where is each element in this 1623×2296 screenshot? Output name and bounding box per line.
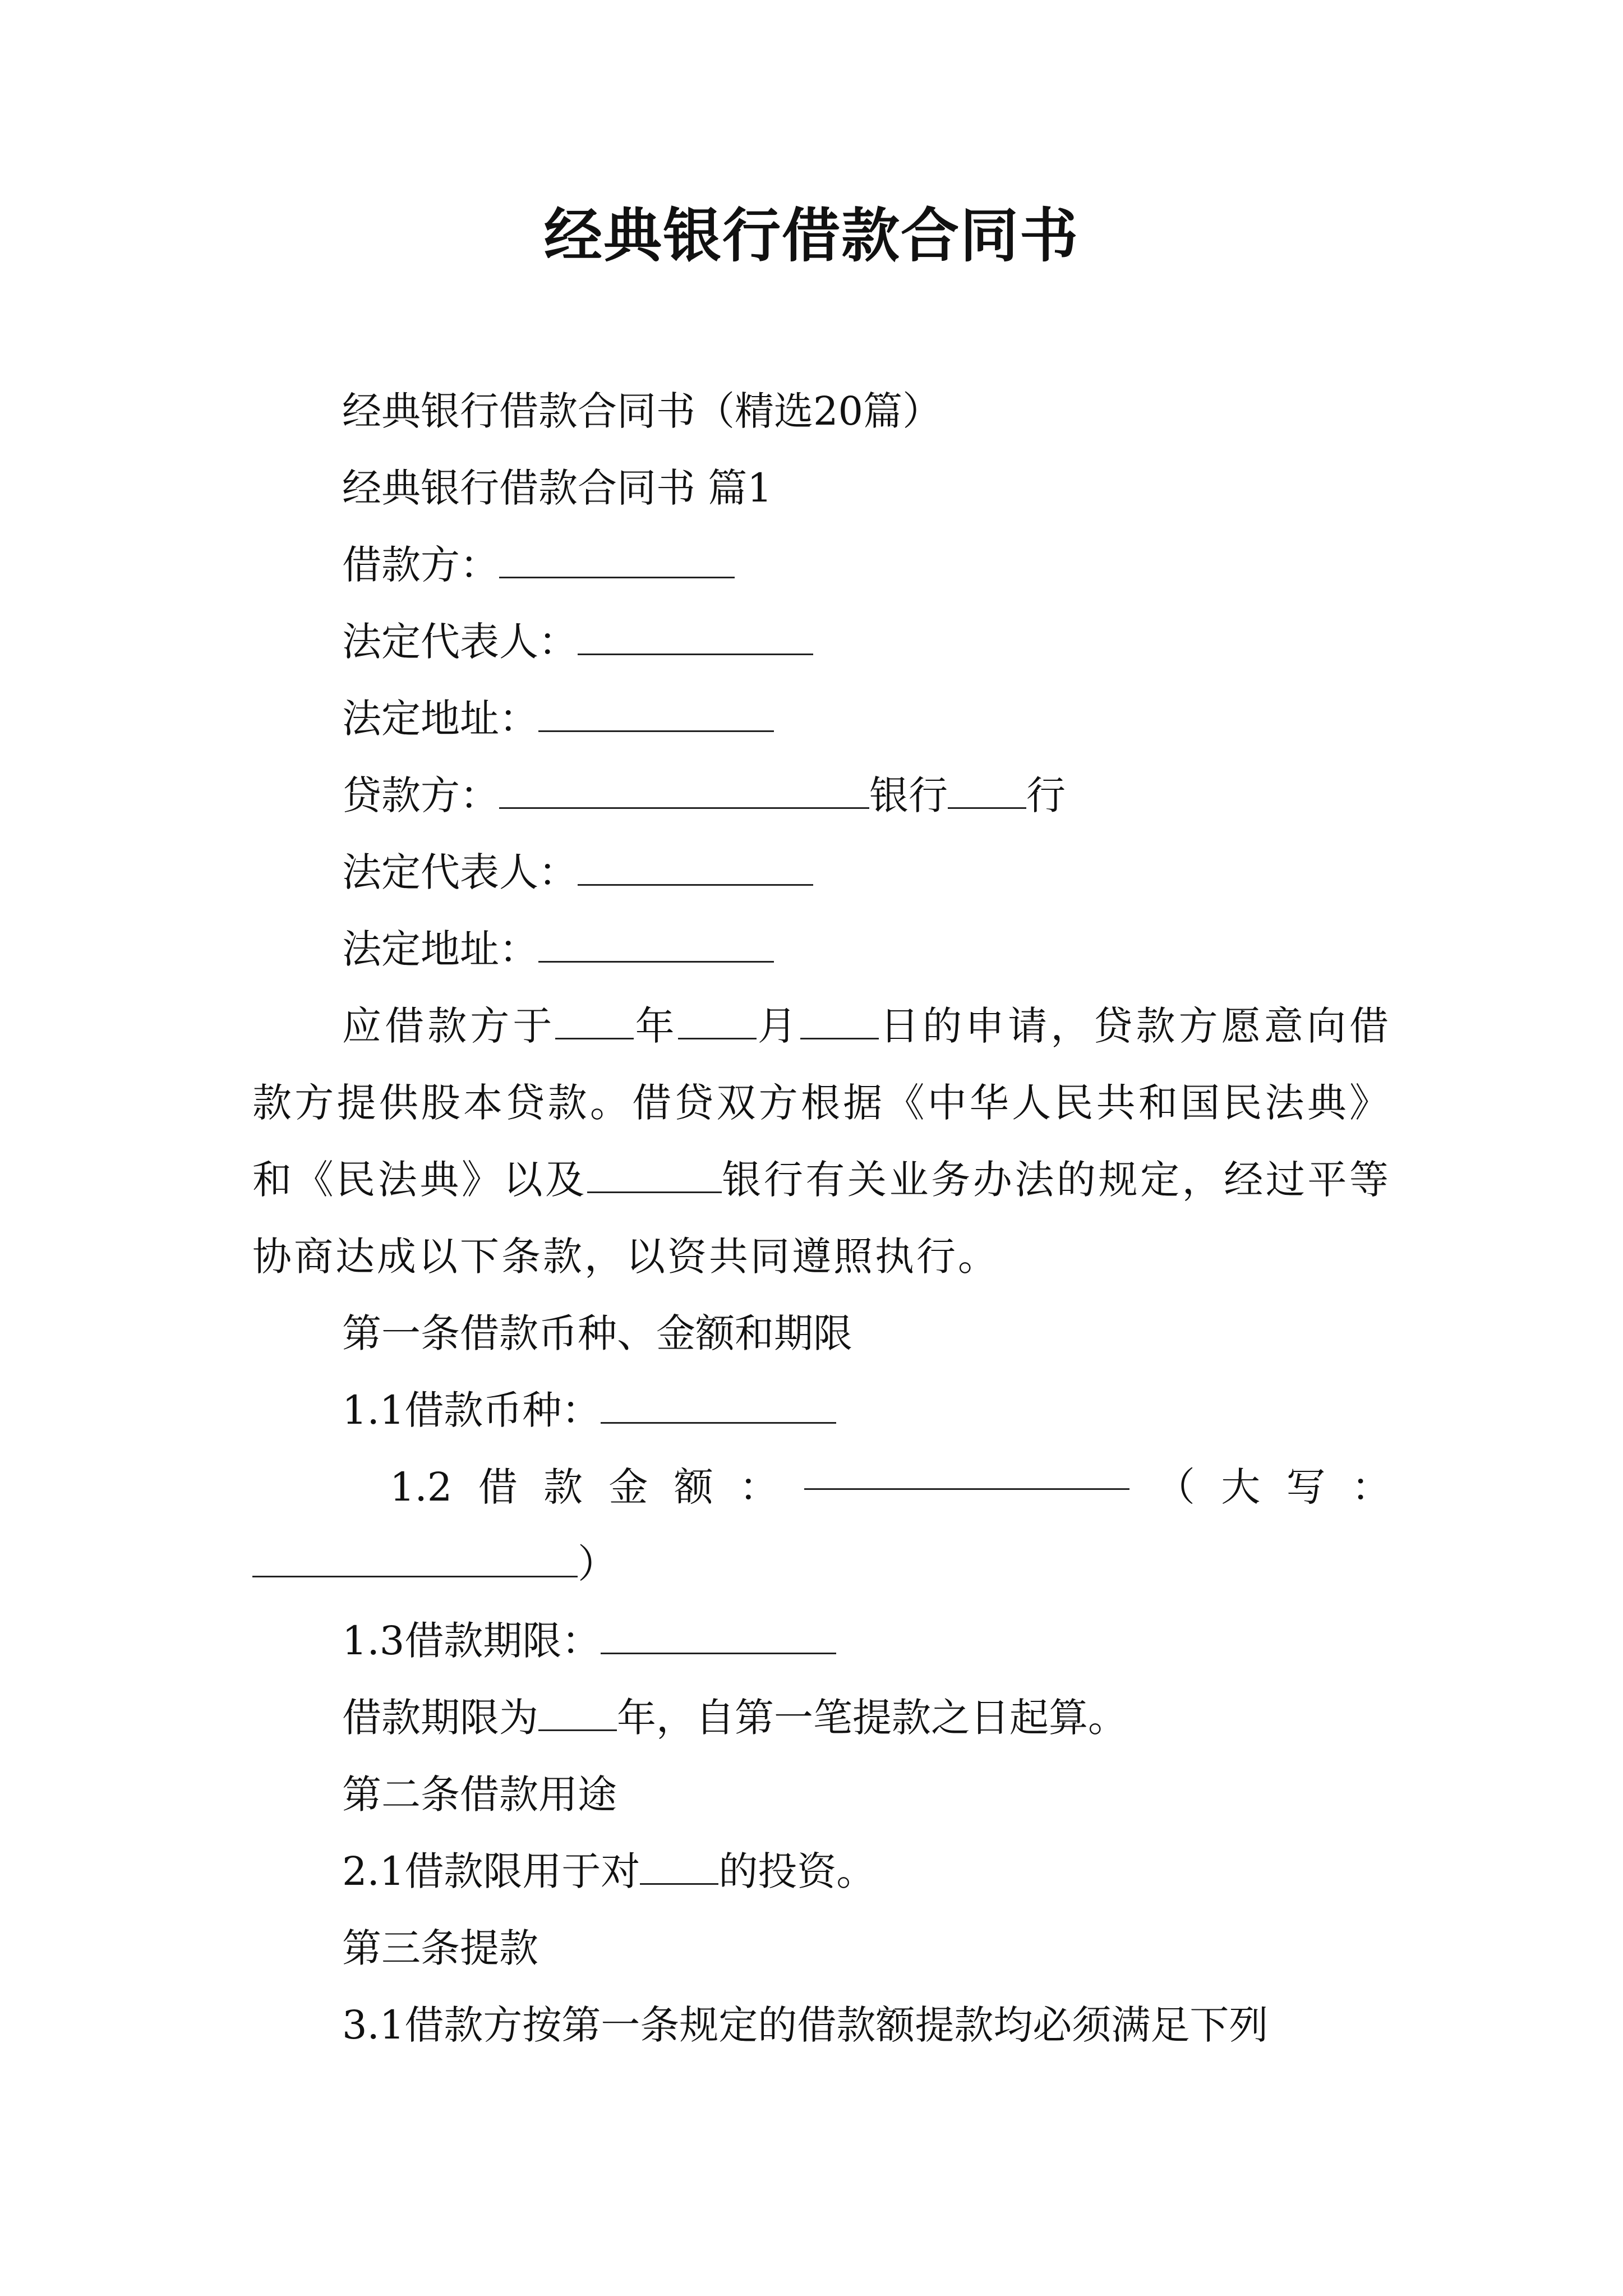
article2-title: 第二条借款用途 [342, 1772, 617, 1818]
item-1-2 [252, 1449, 1391, 1526]
item-1-2-num: 1.2 [390, 1464, 453, 1510]
term-text-1: 借款期限为 [342, 1695, 538, 1741]
intro-paragraph [252, 988, 1391, 1295]
intro-part3: 银行有关业务办法的规定，经过平等协商达成以下条款，以资共同遵照执行。 [252, 1157, 1391, 1280]
document-body [252, 373, 1391, 2064]
lender-branch: 行 [1026, 772, 1066, 818]
legal-rep-label: 法定代表人： [342, 619, 578, 665]
item-2-1 [252, 1833, 1391, 1910]
term-text-2: 年，自第一笔提款之日起算。 [617, 1695, 1127, 1741]
document-title: 经典银行借款合同书 [543, 201, 1079, 270]
item-1-3-label: 1.3借款期限： [342, 1618, 601, 1664]
item-3-1: 3.1借款方按第一条规定的借款额提款均必须满足下列 [342, 2002, 1269, 2048]
item-1-3 [252, 1603, 1391, 1680]
item-1-2-cont [252, 1526, 1391, 1603]
legal-address-line [252, 680, 1391, 757]
intro-part2: 日的申请，贷款方愿意向借款方提供股本贷款。借贷双方根据《中华人民共和国民法典》和《民法典》以及 [252, 1003, 1391, 1203]
legal-rep-blank-2 [578, 845, 813, 886]
legal-rep-label-2: 法定代表人： [342, 849, 578, 895]
item-1-2-c1: 借 [478, 1464, 518, 1510]
month-blank [678, 999, 757, 1039]
legal-address-line-2 [252, 911, 1391, 988]
year-blank [555, 999, 634, 1039]
legal-address-blank-2 [538, 922, 774, 963]
legal-rep-line-2 [252, 834, 1391, 911]
term-blank [601, 1613, 836, 1654]
borrower-blank [499, 537, 735, 578]
lender-line [252, 757, 1391, 834]
purpose-blank [640, 1844, 718, 1885]
legal-rep-line [252, 604, 1391, 680]
article3-title: 第三条提款 [342, 1925, 538, 1971]
item-1-2-d2: 写 [1286, 1464, 1326, 1510]
item-1-2-c4: 额 [674, 1464, 713, 1510]
intro-part1: 应借款方于 [342, 1003, 556, 1049]
item-1-2-paren-close: ） [578, 1541, 617, 1587]
lender-branch-blank [948, 768, 1026, 809]
intro-month: 月 [756, 1003, 800, 1049]
lender-label: 贷款方： [342, 772, 499, 818]
item-1-2-paren-open: （ [1155, 1464, 1195, 1510]
article1-title: 第一条借款币种、金额和期限 [342, 1310, 852, 1356]
bank-blank [587, 1152, 722, 1193]
subtitle: 经典银行借款合同书（精选20篇） [342, 388, 942, 434]
item-2-1-a: 2.1借款限用于对 [342, 1848, 640, 1894]
lender-blank [499, 768, 869, 809]
currency-blank [601, 1383, 836, 1424]
item-1-1 [252, 1372, 1391, 1449]
item-1-2-colon2: ： [1351, 1464, 1391, 1510]
term-line [252, 1680, 1391, 1756]
legal-rep-blank [578, 614, 813, 655]
day-blank [800, 999, 879, 1039]
item-1-2-c2: 款 [543, 1464, 583, 1510]
amount-upper-blank [252, 1536, 578, 1577]
lender-bank: 银行 [869, 772, 948, 818]
item-1-1-label: 1.1借款币种： [342, 1387, 601, 1433]
item-1-2-d1: 大 [1221, 1464, 1261, 1510]
borrower-label: 借款方： [342, 542, 499, 588]
term-years-blank [538, 1690, 617, 1731]
intro-year: 年 [634, 1003, 678, 1049]
item-2-1-b: 的投资。 [718, 1848, 876, 1894]
legal-address-label-2: 法定地址： [342, 926, 538, 972]
amount-blank [804, 1449, 1129, 1490]
legal-address-blank [538, 691, 774, 732]
borrower-line [252, 527, 1391, 604]
item-1-2-colon: ： [739, 1464, 779, 1510]
item-1-2-c3: 金 [608, 1464, 648, 1510]
legal-address-label: 法定地址： [342, 696, 538, 742]
article-heading: 经典银行借款合同书 篇1 [342, 465, 772, 511]
